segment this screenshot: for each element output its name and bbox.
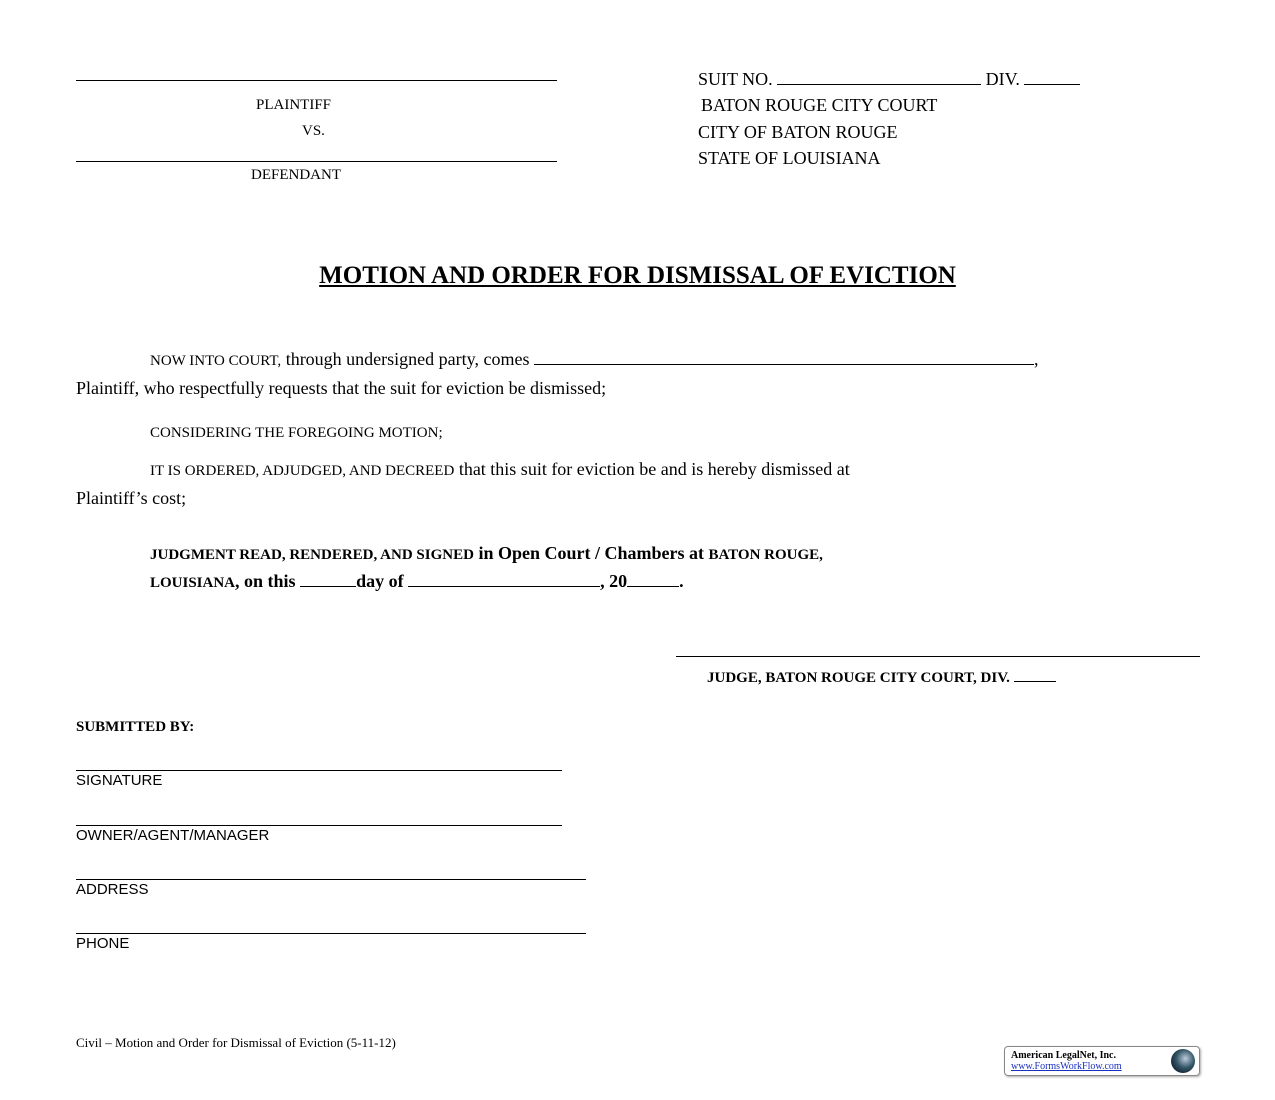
judge-div-blank[interactable] [1014, 667, 1056, 682]
suit-no-label: SUIT NO. [698, 69, 773, 89]
state-name: STATE OF LOUISIANA [698, 148, 881, 168]
phone-line[interactable] [76, 933, 586, 934]
p3-caps: IT IS ORDERED, ADJUDGED, AND DECREED [150, 463, 455, 479]
j-f: day of [356, 571, 409, 591]
judge-signature-line[interactable] [676, 656, 1200, 657]
phone-label: PHONE [76, 935, 130, 952]
paragraph-3-line2: Plaintiff’s cost; [76, 488, 187, 508]
submitted-heading: SUBMITTED BY: [76, 719, 195, 735]
city-name: CITY OF BATON ROUGE [698, 122, 898, 142]
j-a: JUDGMENT READ, RENDERED, AND SIGNED [150, 547, 474, 563]
div-label: DIV. [985, 69, 1020, 89]
judgment-line2 [150, 571, 684, 592]
month-blank[interactable] [408, 572, 600, 587]
paragraph-3 [150, 459, 850, 480]
paragraph-2: CONSIDERING THE FOREGOING MOTION; [150, 425, 443, 441]
court-name: BATON ROUGE CITY COURT [701, 95, 938, 115]
p1-text: through undersigned party, comes [281, 349, 530, 369]
div-blank[interactable] [1024, 70, 1080, 85]
judge-text: JUDGE, BATON ROUGE CITY COURT, DIV. [707, 670, 1010, 686]
defendant-label: DEFENDANT [251, 167, 341, 183]
j-b: in Open Court / Chambers at [473, 543, 709, 563]
day-blank[interactable] [300, 572, 356, 587]
j-e: , on this [235, 571, 301, 591]
j-d: LOUISIANA [150, 575, 236, 591]
vs-label: VS. [302, 123, 325, 139]
logo-name: American LegalNet, Inc. [1011, 1050, 1116, 1061]
plaintiff-label: PLAINTIFF [256, 97, 332, 113]
year-blank[interactable] [627, 572, 679, 587]
party-blank[interactable] [534, 350, 1034, 365]
p1-caps: NOW INTO COURT, [150, 353, 282, 369]
defendant-blank[interactable] [76, 161, 557, 162]
address-line[interactable] [76, 879, 586, 880]
judgment-line1 [150, 543, 823, 564]
p1-comma: , [1033, 349, 1039, 369]
legalnet-logo[interactable] [1004, 1046, 1200, 1076]
signature-line[interactable] [76, 770, 562, 771]
address-label: ADDRESS [76, 881, 149, 898]
plaintiff-blank[interactable] [76, 80, 557, 81]
judge-label [707, 667, 1056, 687]
document-title [0, 262, 1275, 290]
form-id: Civil – Motion and Order for Dismissal of Eviction (5-11-12) [76, 1035, 396, 1050]
signature-label: SIGNATURE [76, 772, 163, 789]
title-text: MOTION AND ORDER FOR DISMISSAL OF EVICTION [319, 262, 956, 289]
suit-no-row [698, 69, 1080, 90]
paragraph-1 [150, 349, 1038, 370]
j-h: . [679, 571, 684, 591]
owner-label: OWNER/AGENT/MANAGER [76, 827, 270, 844]
suit-no-blank[interactable] [777, 70, 981, 85]
owner-line[interactable] [76, 825, 562, 826]
logo-url[interactable]: www.FormsWorkFlow.com [1011, 1061, 1122, 1072]
paragraph-1-line2: Plaintiff, who respectfully requests that the suit for eviction be dismissed; [76, 378, 607, 398]
p3-text: that this suit for eviction be and is hereby dismissed at [454, 459, 850, 479]
j-c: BATON ROUGE, [708, 547, 823, 563]
j-g: , 20 [600, 571, 628, 591]
globe-icon [1171, 1049, 1195, 1073]
